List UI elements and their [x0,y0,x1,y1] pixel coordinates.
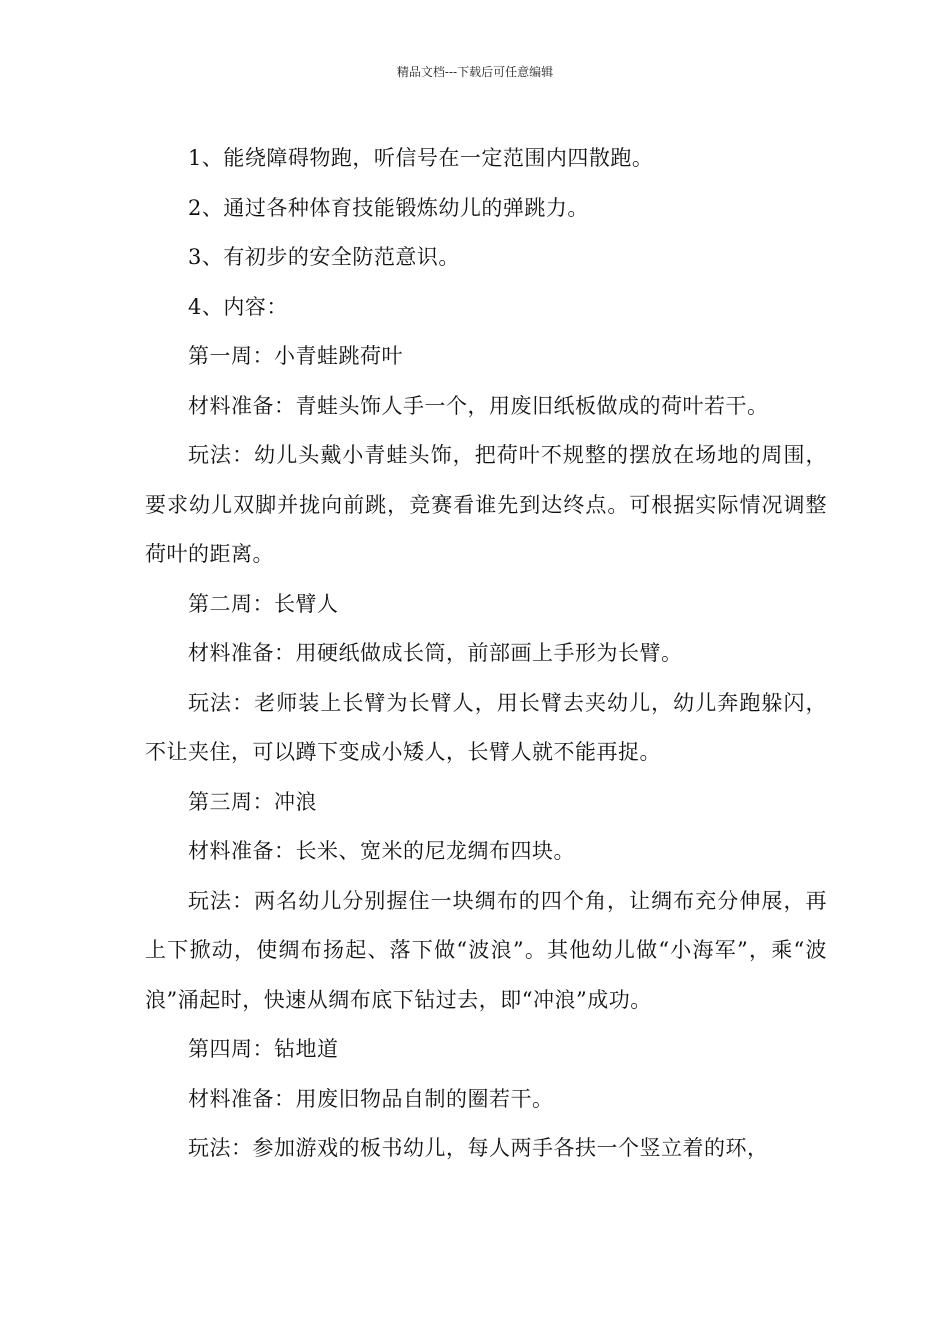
week-4-rules: 玩法：参加游戏的板书幼儿，每人两手各扶一个竖立着的环， [188,1136,769,1160]
week-1-materials: 材料准备：青蛙头饰人手一个，用废旧纸板做成的荷叶若干。 [188,393,769,418]
document-body [145,134,827,1174]
week-1-rules: 玩法：幼儿头戴小青蛙头饰，把荷叶不规整的摆放在场地的周围，要求幼儿双脚并拢向前跳，竞赛看谁先到达终点。可根据实际情况调整荷叶的距离。 [145,443,827,566]
goal-1: 1、能绕障碍物跑，听信号在一定范围内四散跑。 [188,146,654,170]
week-2-rules: 玩法：老师装上长臂为长臂人，用长臂去夹幼儿，幼儿奔跑躲闪，不让夹住，可以蹲下变成小矮人，长臂人就不能再捉。 [145,690,827,764]
week-3-materials: 材料准备：长米、宽米的尼龙绸布四块。 [188,839,575,863]
week-1-title: 第一周：小青蛙跳荷叶 [188,344,403,368]
content-heading: 4、内容： [188,294,288,319]
week-3-title: 第三周：冲浪 [188,789,317,814]
week-4-materials: 材料准备：用废旧物品自制的圈若干。 [188,1086,554,1111]
goal-3: 3、有初步的安全防范意识。 [188,245,460,269]
week-3-rules: 玩法：两名幼儿分别握住一块绸布的四个角，让绸布充分伸展，再上下掀动，使绸布扬起、落下做“波浪”。其他幼儿做“小海军”，乘“波浪”涌起时，快速从绸布底下钻过去，即“冲浪”成功。 [145,888,827,1012]
goal-2: 2、通过各种体育技能锻炼幼儿的弹跳力。 [188,195,589,220]
week-4-title: 第四周：钻地道 [188,1037,339,1061]
week-2-title: 第二周：长臂人 [188,591,339,616]
page-header: 精品文档---下载后可任意编辑 [396,65,554,79]
week-2-materials: 材料准备：用硬纸做成长筒，前部画上手形为长臂。 [188,641,683,665]
